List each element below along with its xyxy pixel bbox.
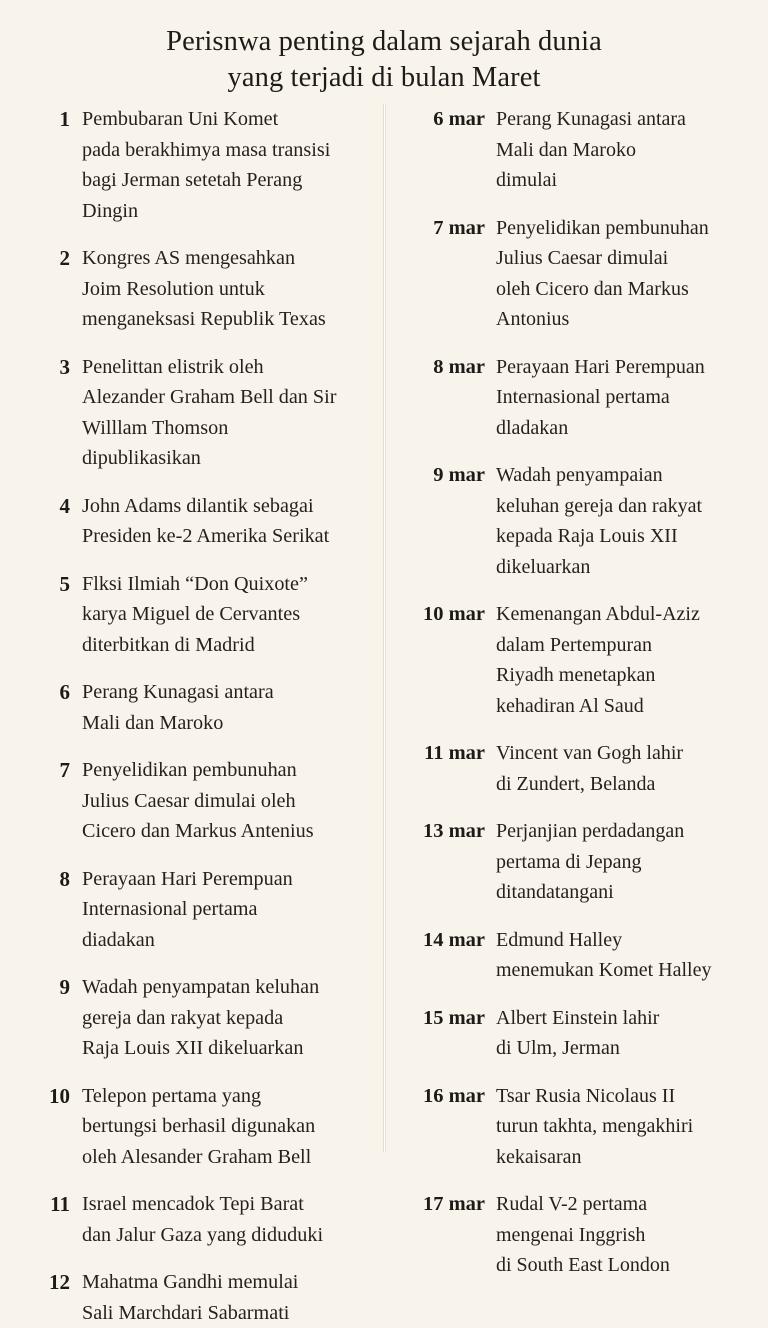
event-description-line: Wadah penyampatan keluhan	[82, 972, 383, 1003]
event-marker: 11 mar	[402, 738, 485, 769]
event-marker: 15 mar	[402, 1003, 485, 1034]
event-description-line: di Zundert, Belanda	[496, 769, 768, 800]
event-entry-numbered	[44, 243, 383, 335]
event-description	[82, 1189, 383, 1250]
event-description-line: Perayaan Hari Perempuan	[496, 352, 768, 383]
event-description-line: Kongres AS mengesahkan	[82, 243, 383, 274]
event-marker: 10 mar	[402, 599, 485, 630]
event-description-line: di South East London	[496, 1250, 768, 1281]
event-description	[496, 1081, 768, 1173]
event-description	[496, 460, 768, 582]
event-description-line: mengenai Inggrish	[496, 1220, 768, 1251]
event-description-line: dipublikasikan	[82, 443, 383, 474]
event-description	[496, 599, 768, 721]
event-marker: 4	[44, 491, 70, 522]
event-entry-numbered	[44, 104, 383, 226]
event-description-line: turun takhta, mengakhiri	[496, 1111, 768, 1142]
event-description	[82, 1081, 383, 1173]
event-entry-numbered	[44, 1081, 383, 1173]
event-description-line: Pembubaran Uni Komet	[82, 104, 383, 135]
event-description-line: Julius Caesar dimulai	[496, 243, 768, 274]
event-description-line: Julius Caesar dimulai oleh	[82, 786, 383, 817]
event-entry-dated	[402, 738, 768, 799]
event-description-line: Albert Einstein lahir	[496, 1003, 768, 1034]
event-entry-dated	[402, 213, 768, 335]
event-entry-numbered	[44, 972, 383, 1064]
event-description-line: Israel mencadok Tepi Barat	[82, 1189, 383, 1220]
event-description	[496, 213, 768, 335]
event-marker: 12	[44, 1267, 70, 1298]
event-entry-numbered	[44, 1189, 383, 1250]
event-description-line: Rudal V-2 pertama	[496, 1189, 768, 1220]
event-marker: 16 mar	[402, 1081, 485, 1112]
event-description-line: menemukan Komet Halley	[496, 955, 768, 986]
event-marker: 7 mar	[402, 213, 485, 244]
event-description	[82, 1267, 383, 1328]
event-marker: 6 mar	[402, 104, 485, 135]
event-marker: 5	[44, 569, 70, 600]
event-entry-dated	[402, 1081, 768, 1173]
event-entry-dated	[402, 1189, 768, 1281]
event-entry-numbered	[44, 1267, 383, 1328]
event-description-line: dimulai	[496, 165, 768, 196]
event-description	[496, 925, 768, 986]
event-entry-dated	[402, 816, 768, 908]
event-description-line: dladakan	[496, 413, 768, 444]
event-description-line: Cicero dan Markus Antenius	[82, 816, 383, 847]
event-marker: 9 mar	[402, 460, 485, 491]
event-description-line: di Ulm, Jerman	[496, 1033, 768, 1064]
event-description-line: John Adams dilantik sebagai	[82, 491, 383, 522]
event-description-line: diterbitkan di Madrid	[82, 630, 383, 661]
event-marker: 6	[44, 677, 70, 708]
event-description-line: keluhan gereja dan rakyat	[496, 491, 768, 522]
event-entry-dated	[402, 1003, 768, 1064]
event-marker: 1	[44, 104, 70, 135]
event-description	[82, 104, 383, 226]
event-description-line: Willlam Thomson	[82, 413, 383, 444]
event-description	[82, 352, 383, 474]
event-description-line: Perang Kunagasi antara	[496, 104, 768, 135]
event-description-line: dan Jalur Gaza yang diduduki	[82, 1220, 383, 1251]
event-description-line: oleh Cicero dan Markus	[496, 274, 768, 305]
event-description-line: Riyadh menetapkan	[496, 660, 768, 691]
event-description-line: kepada Raja Louis XII	[496, 521, 768, 552]
event-marker: 9	[44, 972, 70, 1003]
event-entry-dated	[402, 104, 768, 196]
event-description-line: Vincent van Gogh lahir	[496, 738, 768, 769]
event-description-line: Penyelidikan pembunuhan	[82, 755, 383, 786]
content-columns	[0, 104, 768, 1152]
event-description	[496, 816, 768, 908]
event-description-line: Tsar Rusia Nicolaus II	[496, 1081, 768, 1112]
event-description-line: Mahatma Gandhi memulai	[82, 1267, 383, 1298]
event-description-line: oleh Alesander Graham Bell	[82, 1142, 383, 1173]
event-entry-dated	[402, 925, 768, 986]
event-description-line: Internasional pertama	[496, 382, 768, 413]
event-entry-dated	[402, 460, 768, 582]
event-entry-numbered	[44, 755, 383, 847]
event-description-line: pertama di Jepang	[496, 847, 768, 878]
event-description-line: Antonius	[496, 304, 768, 335]
event-marker: 14 mar	[402, 925, 485, 956]
event-description-line: kekaisaran	[496, 1142, 768, 1173]
right-column-dated-events	[384, 104, 768, 1152]
event-marker: 17 mar	[402, 1189, 485, 1220]
event-description	[82, 243, 383, 335]
event-entry-numbered	[44, 677, 383, 738]
event-description-line: Kemenangan Abdul-Aziz	[496, 599, 768, 630]
event-description-line: Wadah penyampaian	[496, 460, 768, 491]
event-description-line: dikeluarkan	[496, 552, 768, 583]
page-title-line-2: yang terjadi di bulan Maret	[0, 60, 768, 96]
event-description-line: Telepon pertama yang	[82, 1081, 383, 1112]
event-description-line: Perjanjian perdadangan	[496, 816, 768, 847]
event-description	[82, 972, 383, 1064]
event-description-line: karya Miguel de Cervantes	[82, 599, 383, 630]
event-description	[82, 677, 383, 738]
event-marker: 8 mar	[402, 352, 485, 383]
event-description-line: Edmund Halley	[496, 925, 768, 956]
event-description-line: pada berakhimya masa transisi	[82, 135, 383, 166]
event-marker: 10	[44, 1081, 70, 1112]
event-entry-numbered	[44, 352, 383, 474]
event-description-line: bagi Jerman setetah Perang	[82, 165, 383, 196]
event-description	[496, 1003, 768, 1064]
page-title-line-1: Perisnwa penting dalam sejarah dunia	[0, 24, 768, 60]
event-marker: 13 mar	[402, 816, 485, 847]
event-description	[496, 352, 768, 444]
event-description-line: Dingin	[82, 196, 383, 227]
event-description-line: bertungsi berhasil digunakan	[82, 1111, 383, 1142]
event-description-line: menganeksasi Republik Texas	[82, 304, 383, 335]
event-description-line: Presiden ke-2 Amerika Serikat	[82, 521, 383, 552]
event-description-line: ditandatangani	[496, 877, 768, 908]
event-description	[496, 738, 768, 799]
event-description-line: Perayaan Hari Perempuan	[82, 864, 383, 895]
event-description-line: gereja dan rakyat kepada	[82, 1003, 383, 1034]
event-description-line: Flksi Ilmiah “Don Quixote”	[82, 569, 383, 600]
page-title	[0, 0, 768, 96]
event-entry-numbered	[44, 864, 383, 956]
event-description-line: Mali dan Maroko	[496, 135, 768, 166]
event-description	[82, 491, 383, 552]
event-description-line: Raja Louis XII dikeluarkan	[82, 1033, 383, 1064]
left-column-numbered-events	[0, 104, 383, 1152]
event-description-line: Internasional pertama	[82, 894, 383, 925]
event-description-line: Perang Kunagasi antara	[82, 677, 383, 708]
event-description	[82, 755, 383, 847]
event-marker: 7	[44, 755, 70, 786]
event-marker: 2	[44, 243, 70, 274]
event-description-line: kehadiran Al Saud	[496, 691, 768, 722]
event-description-line: Penelittan elistrik oleh	[82, 352, 383, 383]
event-description-line: diadakan	[82, 925, 383, 956]
event-entry-dated	[402, 599, 768, 721]
event-entry-numbered	[44, 491, 383, 552]
event-marker: 3	[44, 352, 70, 383]
event-marker: 8	[44, 864, 70, 895]
event-description-line: Alezander Graham Bell dan Sir	[82, 382, 383, 413]
event-entry-dated	[402, 352, 768, 444]
event-description-line: Mali dan Maroko	[82, 708, 383, 739]
event-description	[82, 864, 383, 956]
event-description	[82, 569, 383, 661]
event-description-line: Penyelidikan pembunuhan	[496, 213, 768, 244]
event-description-line: Sali Marchdari Sabarmati	[82, 1298, 383, 1328]
event-description-line: dalam Pertempuran	[496, 630, 768, 661]
event-description	[496, 1189, 768, 1281]
event-entry-numbered	[44, 569, 383, 661]
event-marker: 11	[44, 1189, 70, 1220]
event-description-line: Joim Resolution untuk	[82, 274, 383, 305]
event-description	[496, 104, 768, 196]
